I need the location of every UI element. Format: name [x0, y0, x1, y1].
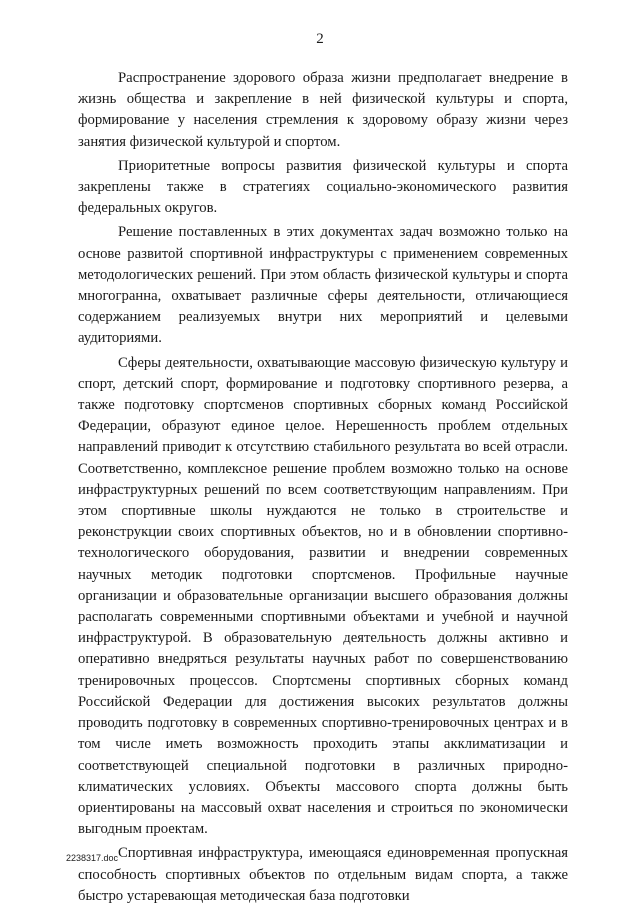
paragraph: Распространение здорового образа жизни предполагает внедрение в жизнь общества и закрепление в ней физической культуры и спорта, формирование у населения стремления к здоровому образу жизни через занятия физической культурой и спортом.	[78, 70, 568, 150]
page-number: 2	[316, 31, 324, 47]
paragraph: Спортивная инфраструктура, имеющаяся единовременная пропускная способность спортивных объектов по отдельным видам спорта, а также быстро устаревающая методическая база подготовки	[78, 845, 568, 904]
paragraph: Сферы деятельности, охватывающие массовую физическую культуру и спорт, детский спорт, формирование и подготовку спортивного резерва, а также подготовку спортсменов спортивных сборных команд Российской Федерации, образуют единое целое. Нерешенность проблем отдельных направлений приводит к отсутствию стабильного результата во всей отрасли. Соответственно, комплексное решение проблем возможно только на основе инфраструктурных решений по всем соответствующим направлениям. При этом спортивные школы нуждаются не только в строительстве и реконструкции своих спортивных объектов, но и в обновлении спортивно-технологического оборудования, развитии и внедрении современных научных методик подготовки спортсменов. Профильные научные организации и образовательные организации высшего образования должны располагать современными спортивными объектами и учебной и научной инфраструктурой. В образовательную деятельность должны активно и оперативно внедряться результаты научных работ по совершенствованию тренировочных процессов. Спортсмены спортивных сборных команд Российской Федерации для достижения высоких результатов должны проводить подготовку в современных спортивно-тренировочных центрах и в том числе иметь возможность проходить этапы акклиматизации и соответствующей специальной подготовки в различных природно-климатических условиях. Объекты массового спорта должны быть ориентированы на массовый охват населения и строиться по экономически выгодным проектам.	[78, 354, 568, 838]
paragraph: Приоритетные вопросы развития физической культуры и спорта закреплены также в стратегиях социально-экономического развития федеральных округов.	[78, 157, 568, 217]
document-body	[78, 68, 568, 910]
paragraph: Решение поставленных в этих документах задач возможно только на основе развитой спортивной инфраструктуры с применением современных методологических решений. При этом область физической культуры и спорта многогранна, охватывает различные сферы деятельности, отличающиеся содержанием реализуемых внутри них мероприятий и целевыми аудиториями.	[78, 224, 568, 347]
document-file-reference: 2238317.doc	[66, 853, 119, 863]
